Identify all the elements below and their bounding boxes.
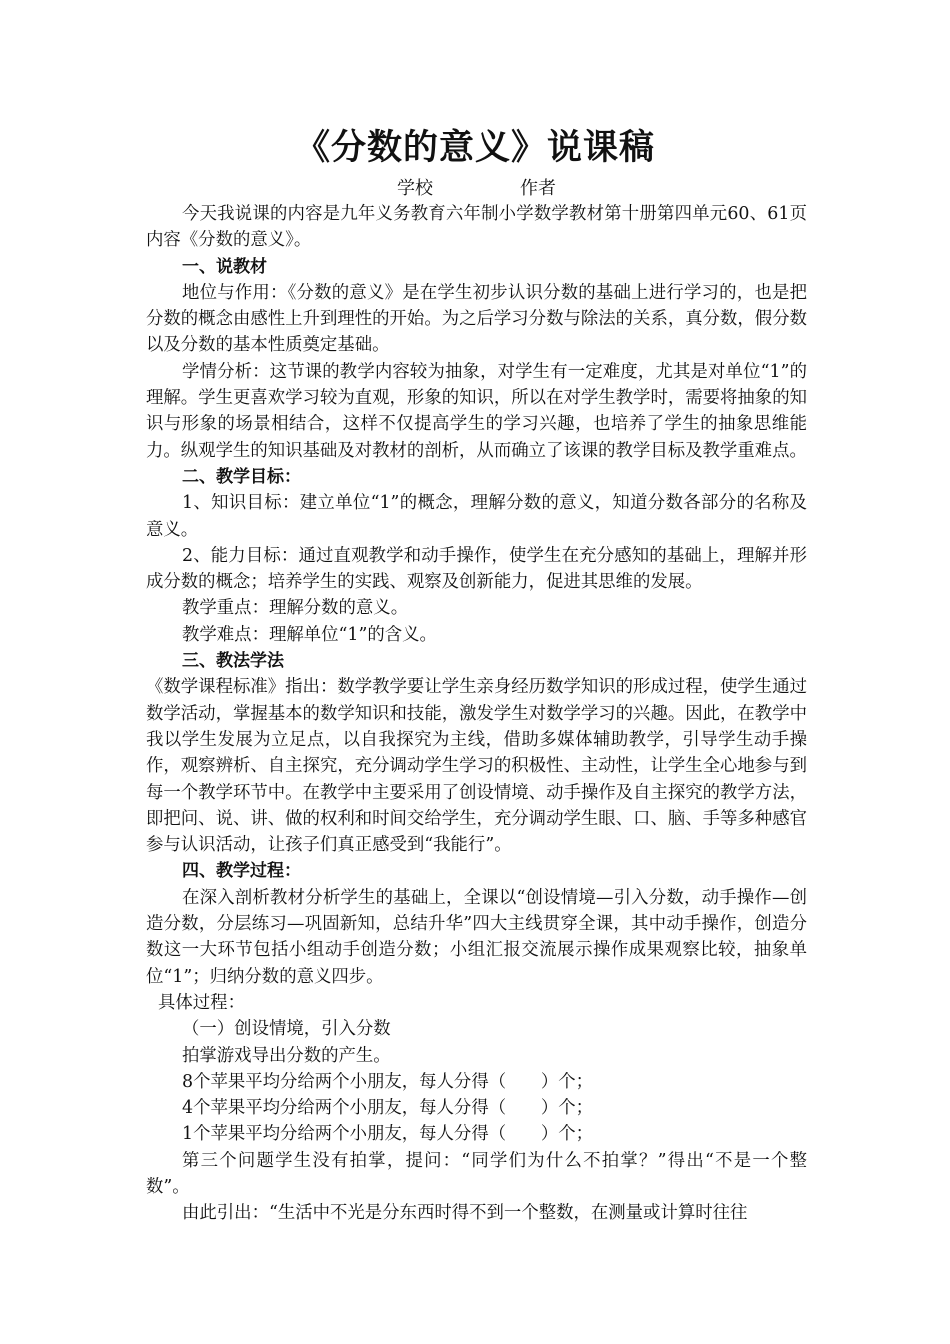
paragraph-methods: 《数学课程标准》指出：数学教学要让学生亲身经历数学知识的形成过程，使学生通过数学活动，掌握基本的数学知识和技能，激发学生对数学学习的兴趣。因此，在教学中我以学生发展为立足点，以自我探究为主线，借助多媒体辅助教学，引导学生动手操作，观察辨析、自主探究，充分调动学生学习的积极性、主动性，让学生全心地参与到每一个教学环节中。在教学中主要采用了创设情境、动手操作及自主探究的教学方法，即把问、说、讲、做的权利和时间交给学生，充分调动学生眼、口、脑、手等多种感官参与认识活动，让孩子们真正感受到“我能行”。 bbox=[146, 677, 807, 856]
section-heading-1: 一、说教材 bbox=[182, 256, 267, 277]
goal-ability: 2、能力目标：通过直观教学和动手操作，使学生在充分感知的基础上，理解并形成分数的概念；培养学生的实践、观察及创新能力，促进其思维的发展。 bbox=[146, 545, 807, 593]
paragraph-student-analysis: 学情分析：这节课的教学内容较为抽象，对学生有一定难度，尤其是对单位“1”的理解。学生更喜欢学习较为直观，形象的知识，所以在对学生教学时，需要将抽象的知识与形象的场景相结合，这样不仅提高学生的学习兴趣，也培养了学生的抽象思维能力。纵观学生的知识基础及对教材的剖析，从而确立了该课的教学目标及教学重难点。 bbox=[146, 361, 807, 461]
section-heading-2: 二、教学目标： bbox=[182, 466, 301, 487]
process-label: 具体过程： bbox=[158, 992, 245, 1013]
document-body bbox=[146, 201, 807, 1227]
question-3: 1个苹果平均分给两个小朋友，每人分得（ ）个； bbox=[182, 1124, 594, 1145]
byline bbox=[0, 176, 950, 202]
paragraph-lead-in: 由此引出：“生活中不光是分东西时得不到一个整数，在测量或计算时往往 bbox=[182, 1203, 748, 1224]
step-1-heading: （一）创设情境，引入分数 bbox=[182, 1019, 391, 1040]
byline-school: 学校 bbox=[397, 178, 433, 199]
section-heading-3: 三、教法学法 bbox=[182, 651, 284, 672]
question-2: 4个苹果平均分给两个小朋友，每人分得（ ）个； bbox=[182, 1098, 594, 1119]
paragraph-process-overview: 在深入剖析教材分析学生的基础上，全课以“创设情境—引入分数，动手操作—创造分数，分层练习—巩固新知，总结升华”四大主线贯穿全课，其中动手操作，创造分数这一大环节包括小组动手创造分数；小组汇报交流展示操作成果观察比较，抽象单位“1”；归纳分数的意义四步。 bbox=[146, 887, 807, 987]
section-heading-4: 四、教学过程： bbox=[182, 861, 301, 882]
paragraph-role: 地位与作用：《分数的意义》是在学生初步认识分数的基础上进行学习的，也是把分数的概念由感性上升到理性的开始。为之后学习分数与除法的关系，真分数，假分数以及分数的基本性质奠定基础。 bbox=[146, 282, 807, 356]
question-1: 8个苹果平均分给两个小朋友，每人分得（ ）个； bbox=[182, 1071, 594, 1092]
intro-paragraph: 今天我说课的内容是九年义务教育六年制小学数学教材第十册第四单元60、61页内容《分数的意义》。 bbox=[146, 204, 807, 251]
paragraph-followup: 第三个问题学生没有拍掌，提问：“同学们为什么不拍掌？”得出“不是一个整数”。 bbox=[146, 1150, 807, 1197]
byline-author: 作者 bbox=[520, 178, 556, 199]
step-1-line: 拍掌游戏导出分数的产生。 bbox=[182, 1045, 391, 1066]
document-title: 《分数的意义》说课稿 bbox=[294, 128, 655, 168]
goal-knowledge: 1、知识目标：建立单位“1”的概念，理解分数的意义，知道分数各部分的名称及意义。 bbox=[146, 493, 807, 540]
teaching-key-point: 教学重点：理解分数的意义。 bbox=[182, 598, 409, 619]
teaching-difficulty: 教学难点：理解单位“1”的含义。 bbox=[182, 624, 437, 645]
